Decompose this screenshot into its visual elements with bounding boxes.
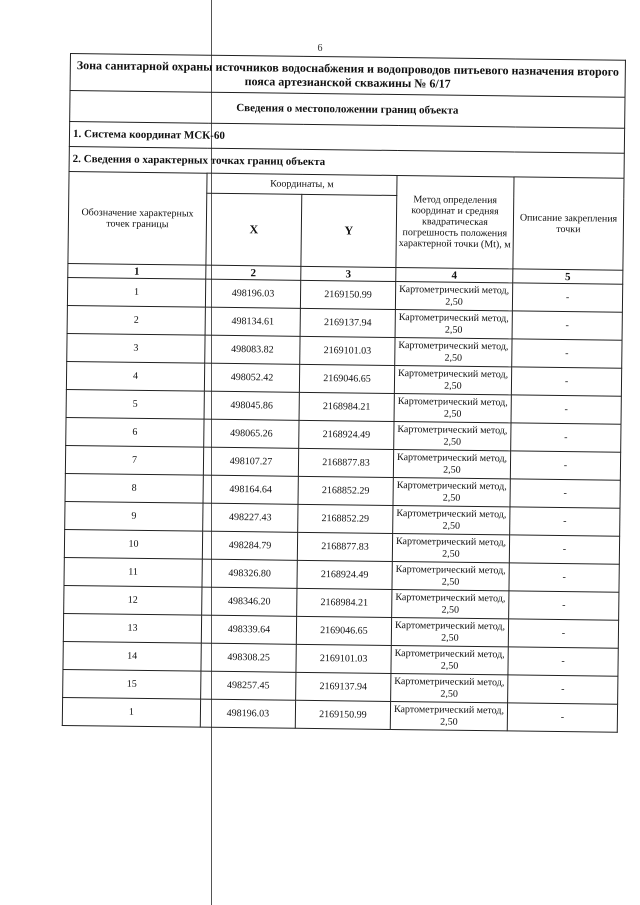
header-x: X (206, 193, 302, 266)
cell-x: 498164.64 (203, 475, 298, 504)
cell-y: 2168984.21 (299, 392, 394, 421)
cell-description: - (508, 675, 618, 704)
cell-point: 14 (63, 641, 201, 671)
cell-y: 2169150.99 (295, 700, 390, 729)
coordinate-system-item: 1. Система координат МСК-60 (69, 122, 624, 154)
cell-point: 4 (66, 361, 204, 391)
header-description: Описание закрепления точки (513, 177, 624, 270)
cell-x: 498227.43 (203, 503, 298, 532)
cell-point: 15 (63, 669, 201, 699)
cell-point: 13 (63, 613, 201, 643)
cell-y: 2169137.94 (300, 308, 395, 337)
cell-method: Картометрический метод, 2,50 (394, 421, 511, 450)
cell-description: - (512, 311, 622, 340)
cell-x: 498083.82 (205, 335, 300, 364)
cell-method: Картометрический метод, 2,50 (390, 701, 507, 730)
cell-point: 7 (65, 445, 203, 475)
cell-method: Картометрический метод, 2,50 (395, 309, 512, 338)
cell-y: 2169046.65 (299, 364, 394, 393)
cell-x: 498065.26 (204, 419, 299, 448)
cell-point: 3 (67, 333, 205, 363)
cell-x: 498052.42 (204, 363, 299, 392)
cell-description: - (509, 591, 619, 620)
cell-x: 498045.86 (204, 391, 299, 420)
cell-description: - (510, 507, 620, 536)
cell-method: Картометрический метод, 2,50 (391, 645, 508, 674)
header-coordinates: Координаты, м (207, 173, 397, 195)
cell-point: 1 (67, 277, 205, 307)
column-number: 5 (513, 269, 623, 284)
cell-method: Картометрический метод, 2,50 (394, 365, 511, 394)
cell-method: Картометрический метод, 2,50 (391, 617, 508, 646)
cell-method: Картометрический метод, 2,50 (393, 449, 510, 478)
cell-point: 10 (64, 529, 202, 559)
page-number: 6 (317, 43, 323, 54)
cell-point: 12 (64, 585, 202, 615)
cell-description: - (511, 395, 621, 424)
column-number: 4 (396, 267, 513, 282)
cell-x: 498326.80 (202, 559, 297, 588)
cell-y: 2168852.29 (298, 476, 393, 505)
cell-point: 6 (66, 417, 204, 447)
cell-y: 2169137.94 (296, 672, 391, 701)
cell-point: 5 (66, 389, 204, 419)
cell-x: 498107.27 (203, 447, 298, 476)
column-number: 2 (206, 265, 301, 280)
cell-description: - (512, 339, 622, 368)
cell-x: 498196.03 (205, 279, 300, 308)
cell-y: 2169101.03 (296, 644, 391, 673)
cell-x: 498257.45 (201, 671, 296, 700)
cell-point: 8 (65, 473, 203, 503)
cell-x: 498134.61 (205, 307, 300, 336)
cell-x: 498346.20 (202, 587, 297, 616)
cell-method: Картометрический метод, 2,50 (391, 673, 508, 702)
cell-x: 498284.79 (202, 531, 297, 560)
cell-y: 2168877.83 (297, 532, 392, 561)
points-heading-item: 2. Сведения о характерных точках границ объекта (69, 146, 624, 178)
document-title: Зона санитарной охраны источников водоснабжения и водопроводов питьевого назначения второго пояса артезианской скважины № 6/17 (70, 54, 625, 98)
column-number: 3 (301, 266, 396, 281)
cell-y: 2169150.99 (300, 280, 395, 309)
header-point-designation: Обозначение характерных точек границы (68, 171, 207, 265)
column-number: 1 (68, 263, 206, 279)
cell-description: - (512, 283, 622, 312)
cell-method: Картометрический метод, 2,50 (393, 505, 510, 534)
cell-y: 2168877.83 (298, 448, 393, 477)
cell-method: Картометрический метод, 2,50 (392, 561, 509, 590)
cell-description: - (509, 563, 619, 592)
cell-point: 11 (64, 557, 202, 587)
table-row (62, 697, 617, 732)
cell-method: Картометрический метод, 2,50 (395, 281, 512, 310)
cell-description: - (507, 703, 617, 732)
cell-y: 2168924.49 (297, 560, 392, 589)
boundary-points-table (62, 53, 626, 733)
cell-point: 9 (65, 501, 203, 531)
cell-description: - (510, 451, 620, 480)
cell-method: Картометрический метод, 2,50 (395, 337, 512, 366)
cell-y: 2168924.49 (299, 420, 394, 449)
cell-point: 1 (62, 697, 200, 727)
section-heading: Сведения о местоположении границ объекта (70, 91, 625, 129)
cell-method: Картометрический метод, 2,50 (392, 533, 509, 562)
header-y: Y (301, 194, 397, 267)
cell-x: 498339.64 (201, 615, 296, 644)
cell-y: 2169046.65 (296, 616, 391, 645)
cell-point: 2 (67, 305, 205, 335)
cell-description: - (511, 367, 621, 396)
cell-method: Картометрический метод, 2,50 (393, 477, 510, 506)
cell-y: 2168984.21 (297, 588, 392, 617)
cell-method: Картометрический метод, 2,50 (394, 393, 511, 422)
cell-y: 2169101.03 (300, 336, 395, 365)
cell-description: - (511, 423, 621, 452)
cell-description: - (508, 619, 618, 648)
cell-description: - (510, 479, 620, 508)
cell-x: 498196.03 (200, 699, 295, 728)
cell-method: Картометрический метод, 2,50 (392, 589, 509, 618)
cell-description: - (508, 647, 618, 676)
cell-x: 498308.25 (201, 643, 296, 672)
header-method: Метод определения координат и средняя квадратическая погрешность положения характерной точки (Mt), м (396, 176, 514, 269)
cell-y: 2168852.29 (298, 504, 393, 533)
cell-description: - (509, 535, 619, 564)
